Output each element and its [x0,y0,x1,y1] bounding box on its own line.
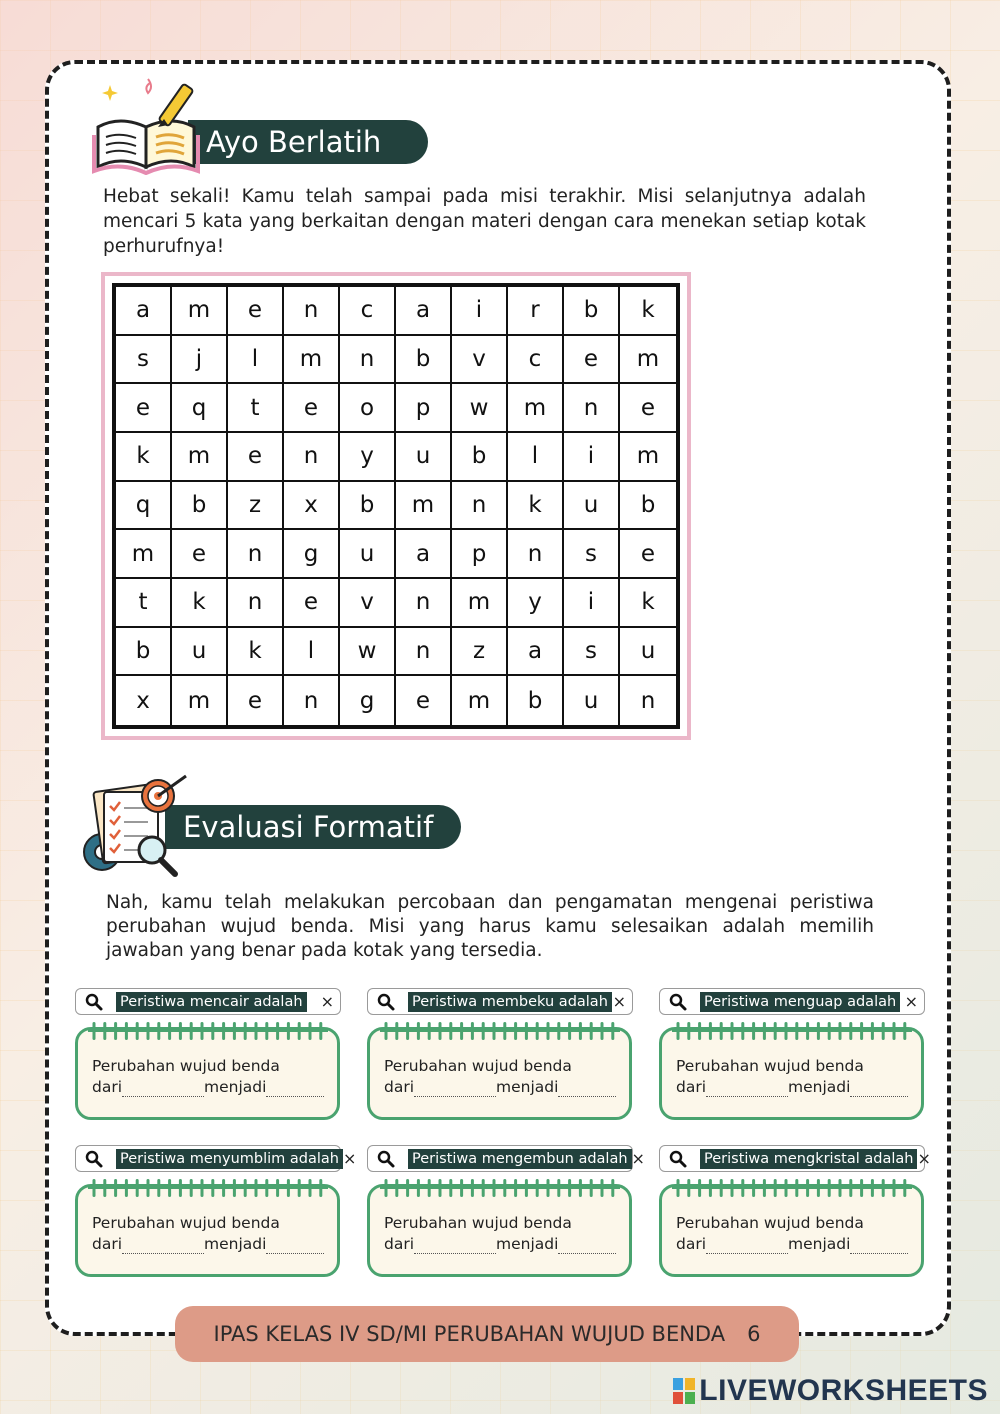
from-answer-input[interactable] [414,1238,496,1254]
letter-cell[interactable]: m [452,579,508,628]
question-text: Peristiwa mencair adalah [116,992,307,1012]
letter-cell[interactable]: b [620,482,676,531]
letter-cell[interactable]: u [340,530,396,579]
letter-cell[interactable]: e [116,384,172,433]
question-search-bar [367,988,633,1015]
question-text: Peristiwa menyumblim adalah [116,1149,343,1169]
letter-cell[interactable]: n [284,433,340,482]
letter-cell[interactable]: n [508,530,564,579]
letter-cell[interactable]: m [620,433,676,482]
letter-cell[interactable]: n [452,482,508,531]
letter-cell[interactable]: l [228,336,284,385]
search-icon [668,992,688,1012]
to-label: menjadi [204,1235,267,1253]
answer-card [367,1184,632,1277]
answer-line-1: Perubahan wujud benda [384,1057,572,1075]
to-answer-input[interactable] [850,1081,908,1097]
letter-cell[interactable]: a [116,287,172,336]
close-icon[interactable]: × [904,992,918,1011]
from-answer-input[interactable] [706,1238,788,1254]
to-label: menjadi [788,1078,851,1096]
letter-cell[interactable]: e [228,433,284,482]
from-label: dari [92,1235,123,1253]
letter-cell[interactable]: n [340,336,396,385]
question-search-bar [367,1145,645,1172]
letter-cell[interactable]: x [116,676,172,725]
close-icon[interactable]: × [612,992,626,1011]
practice-instruction: Hebat sekali! Kamu telah sampai pada misi terakhir. Misi selanjutnya adalah mencari 5 kata yang berkaitan dengan materi dengan cara menekan setiap kotak perhurufnya! [103,186,866,257]
spiral-rings [380,1022,620,1040]
letter-cell[interactable]: m [116,530,172,579]
open-book-icon [90,75,210,175]
to-answer-input[interactable] [266,1238,324,1254]
answer-card [75,1184,340,1277]
letter-cell[interactable]: m [172,433,228,482]
letter-cell[interactable]: e [620,530,676,579]
answer-card [367,1027,632,1120]
answer-text [92,1213,324,1255]
to-answer-input[interactable] [558,1081,616,1097]
answer-text [676,1213,908,1255]
page-number: 6 [747,1322,761,1346]
letter-cell[interactable]: m [284,336,340,385]
letter-cell[interactable]: a [396,287,452,336]
from-answer-input[interactable] [414,1081,496,1097]
letter-cell[interactable]: g [284,530,340,579]
letter-cell[interactable]: b [116,628,172,677]
spiral-rings [672,1022,912,1040]
from-answer-input[interactable] [122,1238,204,1254]
letter-cell[interactable]: m [172,676,228,725]
letter-cell[interactable]: m [620,336,676,385]
letter-cell[interactable]: e [228,676,284,725]
letter-cell[interactable]: k [508,482,564,531]
question-search-bar [75,988,341,1015]
letter-cell[interactable]: u [396,433,452,482]
to-label: menjadi [496,1078,559,1096]
letter-cell[interactable]: b [396,336,452,385]
question-text: Peristiwa menguap adalah [700,992,900,1012]
letter-cell[interactable]: i [564,433,620,482]
checklist-target-icon [80,770,195,880]
search-icon [376,992,396,1012]
answer-line-1: Perubahan wujud benda [676,1057,864,1075]
from-label: dari [384,1235,415,1253]
letter-cell[interactable]: n [564,384,620,433]
letter-cell[interactable]: g [340,676,396,725]
answer-line-2 [384,1234,616,1255]
answer-card [659,1184,924,1277]
answer-line-2 [92,1234,324,1255]
question-text: Peristiwa membeku adalah [408,992,612,1012]
footer-bar [175,1306,799,1362]
brand-icon [673,1378,695,1404]
letter-cell[interactable]: w [452,384,508,433]
letter-cell[interactable]: b [340,482,396,531]
close-icon[interactable]: × [320,992,334,1011]
to-answer-input[interactable] [266,1081,324,1097]
letter-cell[interactable]: n [228,579,284,628]
letter-cell[interactable]: c [508,336,564,385]
letter-cell[interactable]: n [396,579,452,628]
letter-cell[interactable]: z [228,482,284,531]
question-search-bar [75,1145,357,1172]
letter-cell[interactable]: a [508,628,564,677]
letter-cell[interactable]: s [564,530,620,579]
letter-cell[interactable]: n [284,676,340,725]
letter-cell[interactable]: a [396,530,452,579]
letter-cell[interactable]: e [564,336,620,385]
letter-cell[interactable]: q [116,482,172,531]
letter-cell[interactable]: m [452,676,508,725]
letter-cell[interactable]: m [172,287,228,336]
evaluation-instruction: Nah, kamu telah melakukan percobaan dan pengamatan mengenai peristiwa perubahan wujud benda. Misi yang harus kamu selesaikan adalah memilih jawaban yang benar pada kotak yang tersedia. [106,892,874,961]
word-search-frame [101,272,691,740]
to-label: menjadi [496,1235,559,1253]
letter-cell[interactable]: n [228,530,284,579]
letter-cell[interactable]: k [172,579,228,628]
letter-cell[interactable]: l [284,628,340,677]
letter-cell[interactable]: r [508,287,564,336]
from-label: dari [676,1235,707,1253]
question-search-bar [659,1145,931,1172]
evaluation-title: Evaluasi Formatif [165,805,461,849]
letter-cell[interactable]: y [340,433,396,482]
letter-cell[interactable]: k [116,433,172,482]
letter-cell[interactable]: e [228,287,284,336]
search-icon [84,1149,104,1169]
letter-cell[interactable]: i [564,579,620,628]
answer-line-1: Perubahan wujud benda [676,1214,864,1232]
word-search-grid [112,283,680,729]
answer-line-1: Perubahan wujud benda [384,1214,572,1232]
question-text: Peristiwa mengkristal adalah [700,1149,917,1169]
answer-line-1: Perubahan wujud benda [92,1057,280,1075]
to-label: menjadi [788,1235,851,1253]
letter-cell[interactable]: k [620,287,676,336]
letter-cell[interactable]: v [452,336,508,385]
answer-text [92,1056,324,1098]
to-label: menjadi [204,1078,267,1096]
letter-cell[interactable]: u [620,628,676,677]
letter-cell[interactable]: k [620,579,676,628]
from-answer-input[interactable] [706,1081,788,1097]
answer-line-2 [676,1234,908,1255]
letter-cell[interactable]: n [284,287,340,336]
search-icon [84,992,104,1012]
answer-text [384,1213,616,1255]
letter-cell[interactable]: m [396,482,452,531]
letter-cell[interactable]: s [116,336,172,385]
letter-cell[interactable]: o [340,384,396,433]
letter-cell[interactable]: e [396,676,452,725]
letter-cell[interactable]: u [172,628,228,677]
letter-cell[interactable]: q [172,384,228,433]
spiral-rings [380,1179,620,1197]
letter-cell[interactable]: t [228,384,284,433]
letter-cell[interactable]: y [508,579,564,628]
question-text: Peristiwa mengembun adalah [408,1149,632,1169]
letter-cell[interactable]: v [340,579,396,628]
spiral-rings [672,1179,912,1197]
letter-cell[interactable]: n [396,628,452,677]
footer-subject: IPAS KELAS IV SD/MI PERUBAHAN WUJUD BENDA [213,1322,726,1346]
letter-cell[interactable]: e [284,384,340,433]
from-answer-input[interactable] [122,1081,204,1097]
answer-line-2 [384,1077,616,1098]
practice-title: Ayo Berlatih [188,120,428,164]
letter-cell[interactable]: p [396,384,452,433]
close-icon[interactable]: × [631,1149,645,1168]
to-answer-input[interactable] [558,1238,616,1254]
letter-cell[interactable]: p [452,530,508,579]
letter-cell[interactable]: w [340,628,396,677]
brand-name: LIVEWORKSHEETS [699,1374,988,1407]
search-icon [668,1149,688,1169]
letter-cell[interactable]: t [116,579,172,628]
from-label: dari [92,1078,123,1096]
practice-header [90,120,430,164]
letter-cell[interactable]: s [564,628,620,677]
answer-text [384,1056,616,1098]
close-icon[interactable]: × [342,1149,357,1168]
letter-cell[interactable]: b [172,482,228,531]
letter-cell[interactable]: e [284,579,340,628]
letter-cell[interactable]: i [452,287,508,336]
answer-card [75,1027,340,1120]
letter-cell[interactable]: c [340,287,396,336]
answer-text [676,1056,908,1098]
answer-card [659,1027,924,1120]
letter-cell[interactable]: z [452,628,508,677]
from-label: dari [384,1078,415,1096]
spiral-rings [88,1022,328,1040]
evaluation-header [85,805,465,849]
close-icon[interactable]: × [917,1149,931,1168]
letter-cell[interactable]: b [508,676,564,725]
letter-cell[interactable]: j [172,336,228,385]
answer-line-1: Perubahan wujud benda [92,1214,280,1232]
letter-cell[interactable]: b [564,287,620,336]
to-answer-input[interactable] [850,1238,908,1254]
question-search-bar [659,988,925,1015]
letter-cell[interactable]: e [172,530,228,579]
search-icon [376,1149,396,1169]
answer-line-2 [92,1077,324,1098]
letter-cell[interactable]: l [508,433,564,482]
letter-cell[interactable]: u [564,676,620,725]
letter-cell[interactable]: x [284,482,340,531]
letter-cell[interactable]: k [228,628,284,677]
letter-cell[interactable]: n [640,687,656,714]
spiral-rings [88,1179,328,1197]
letter-cell[interactable]: m [508,384,564,433]
liveworksheets-logo[interactable] [673,1374,988,1408]
letter-cell[interactable]: u [564,482,620,531]
letter-cell[interactable]: b [452,433,508,482]
answer-line-2 [676,1077,908,1098]
letter-cell[interactable]: e [620,384,676,433]
from-label: dari [676,1078,707,1096]
